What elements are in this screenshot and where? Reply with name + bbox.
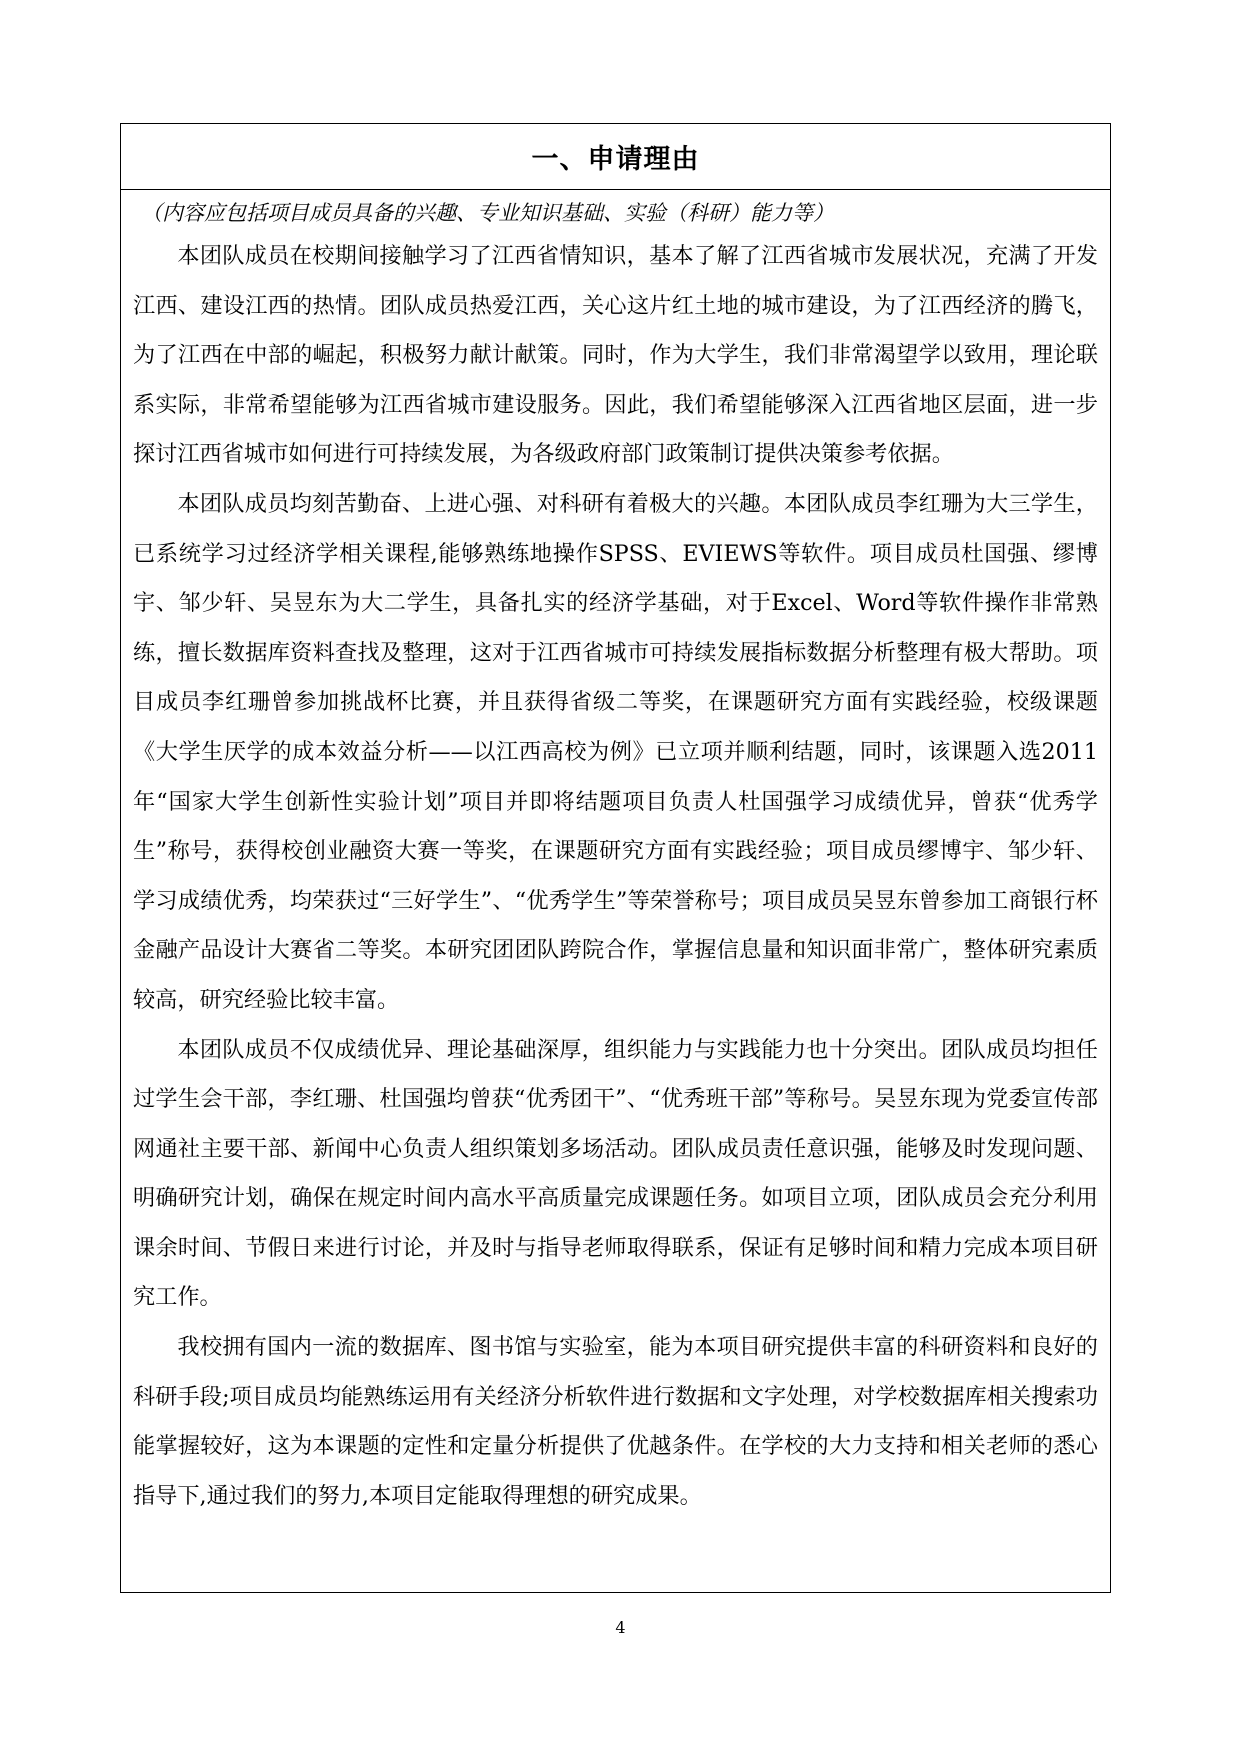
page-number: 4 — [615, 1618, 626, 1637]
section-title: 一、申请理由 — [531, 144, 700, 175]
section-title-row — [121, 124, 1110, 190]
section-note: （内容应包括项目成员具备的兴趣、专业知识基础、实验（科研）能力等） — [141, 201, 834, 225]
paragraph-abilities: 本团队成员不仅成绩优异、理论基础深厚，组织能力与实践能力也十分突出。团队成员均担任过学生会干部，李红珊、杜国强均曾获“优秀团干”、“优秀班干部”等称号。吴昱东现为党委宣传部网通社主要干部、新闻中心负责人组织策划多场活动。团队成员责任意识强，能够及时发现问题、明确研究计划，确保在规定时间内高水平高质量完成课题任务。如项目立项，团队成员会充分利用课余时间、节假日来进行讨论，并及时与指导老师取得联系，保证有足够时间和精力完成本项目研究工作。 — [133, 1036, 1098, 1311]
paragraph-resources: 我校拥有国内一流的数据库、图书馆与实验室，能为本项目研究提供丰富的科研资料和良好的科研手段;项目成员均能熟练运用有关经济分析软件进行数据和文字处理，对学校数据库相关搜索功能掌握较好，这为本课题的定性和定量分析提供了优越条件。在学校的大力支持和相关老师的悉心指导下,通过我们的努力,本项目定能取得理想的研究成果。 — [133, 1334, 1098, 1509]
paragraph-members: 本团队成员均刻苦勤奋、上进心强、对科研有着极大的兴趣。本团队成员李红珊为大三学生，已系统学习过经济学相关课程,能够熟练地操作SPSS、EVIEWS等软件。项目成员杜国强、缪博宇、邹少轩、吴昱东为大二学生，具备扎实的经济学基础，对于Excel、Word等软件操作非常熟练，擅长数据库资料查找及整理，这对于江西省城市可持续发展指标数据分析整理有极大帮助。项目成员李红珊曾参加挑战杯比赛，并且获得省级二等奖，在课题研究方面有实践经验，校级课题《大学生厌学的成本效益分析——以江西高校为例》已立项并顺利结题，同时，该课题入选2011年“国家大学生创新性实验计划”项目并即将结题项目负责人杜国强学习成绩优异，曾获“优秀学生”称号，获得校创业融资大赛一等奖，在课题研究方面有实践经验；项目成员缪博宇、邹少轩、学习成绩优秀，均荣获过“三好学生”、“优秀学生”等荣誉称号；项目成员吴昱东曾参加工商银行杯金融产品设计大赛省二等奖。本研究团团队跨院合作，掌握信息量和知识面非常广，整体研究素质较高，研究经验比较丰富。 — [133, 490, 1098, 1013]
paragraph-interest: 本团队成员在校期间接触学习了江西省情知识，基本了解了江西省城市发展状况，充满了开发江西、建设江西的热情。团队成员热爱江西，关心这片红土地的城市建设，为了江西经济的腾飞，为了江西在中部的崛起，积极努力献计献策。同时，作为大学生，我们非常渴望学以致用，理论联系实际，非常希望能够为江西省城市建设服务。因此，我们希望能够深入江西省地区层面，进一步探讨江西省城市如何进行可持续发展，为各级政府部门政策制订提供决策参考依据。 — [133, 243, 1098, 468]
application-reason-table — [120, 123, 1111, 1593]
section-content — [121, 190, 1110, 1521]
